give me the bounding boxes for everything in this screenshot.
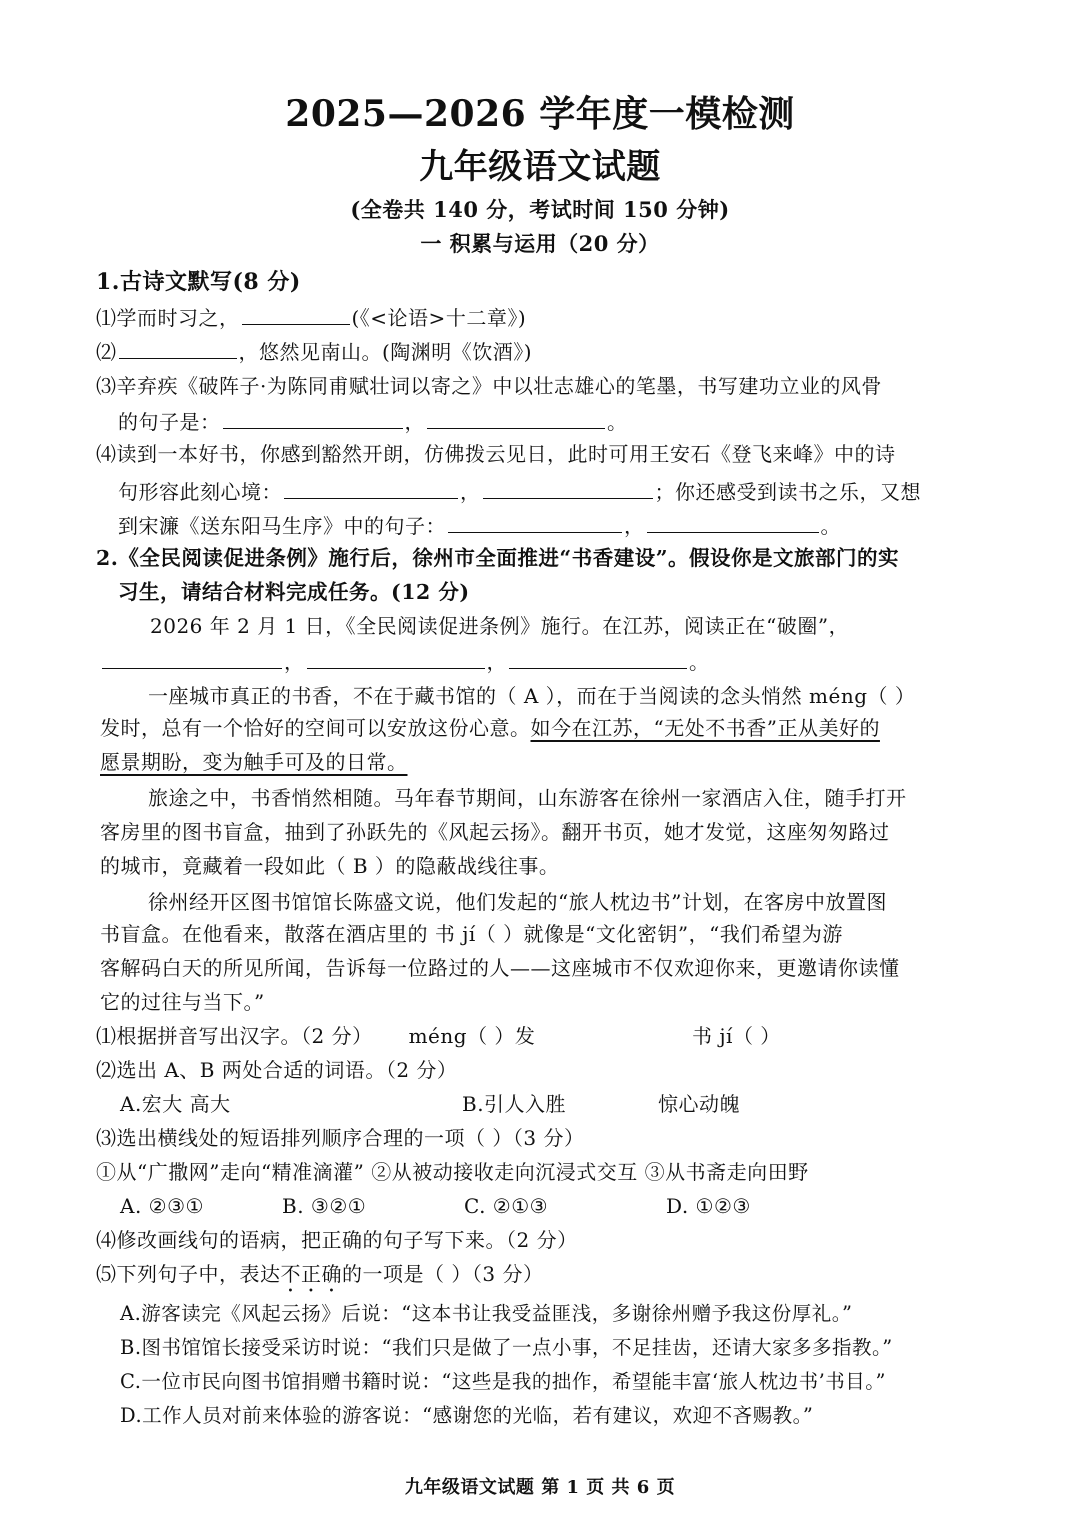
q2-sub2-option-b[interactable]: B.引人入胜 bbox=[462, 1092, 567, 1116]
answer-blank[interactable] bbox=[427, 404, 605, 429]
q1-item1-source: (《<论语>十二章》) bbox=[351, 306, 527, 330]
q1-item2 bbox=[96, 334, 532, 368]
answer-blank[interactable] bbox=[448, 508, 622, 533]
punct-comma: ， bbox=[624, 514, 645, 538]
q2-sub1-text: ⑴根据拼音写出汉字。（2 分） bbox=[96, 1024, 373, 1048]
q2-sub2-option-a[interactable]: A.宏大 高大 bbox=[120, 1092, 231, 1116]
q1-item4-lead2: 到宋濂《送东阳马生序》中的句子： bbox=[118, 514, 446, 538]
q2-sub3-option[interactable]: C. ②①③ bbox=[464, 1194, 549, 1218]
q2-sub5-option[interactable]: B.图书馆馆长接受采访时说：“我们只是做了一点小事，不足挂齿，还请大家多多指教。” bbox=[120, 1336, 893, 1359]
q2-sub3-option[interactable]: D. ①②③ bbox=[666, 1194, 751, 1218]
q2-p3-line2: 客房里的图书盲盒，抽到了孙跃先的《风起云扬》。翻开书页，她才发觉，这座匆匆路过 bbox=[100, 820, 890, 844]
q2-p2-line2 bbox=[100, 712, 880, 744]
q2-p3-line3: 的城市，竟藏着一段如此（ B ）的隐蔽战线往事。 bbox=[100, 854, 560, 878]
underlined-sentence: 如今在江苏，“无处不书香”正从美好的 bbox=[530, 716, 880, 740]
q1-item2-text: ，悠然见南山。(陶渊明《饮酒》) bbox=[238, 340, 533, 364]
answer-blank[interactable] bbox=[307, 644, 485, 669]
q1-item1-text: ⑴学而时习之， bbox=[96, 306, 240, 330]
q2-sub5 bbox=[96, 1258, 543, 1297]
q2-p1-line1: 2026 年 2 月 1 日，《全民阅读促进条例》施行。在江苏，阅读正在“破圈”， bbox=[150, 614, 850, 638]
punct-comma: ， bbox=[284, 650, 305, 674]
q1-item3-lead: 的句子是： bbox=[118, 410, 221, 434]
q2-sub5-tail: 的一项是（ ）（3 分） bbox=[342, 1262, 544, 1286]
answer-blank[interactable] bbox=[119, 334, 237, 359]
q2-sub2-option-b2: 惊心动魄 bbox=[658, 1092, 740, 1116]
q2-sub5-text: ⑸下列句子中，表达 bbox=[96, 1262, 281, 1286]
punct-period: 。 bbox=[689, 650, 710, 674]
punct-comma: ， bbox=[486, 650, 507, 674]
q1-item3-line1: ⑶辛弃疾《破阵子·为陈同甫赋壮词以寄之》中以壮志雄心的笔墨，书写建功立业的风骨 bbox=[96, 374, 882, 398]
q1-heading: 1.古诗文默写(8 分) bbox=[96, 269, 301, 295]
answer-blank[interactable] bbox=[102, 644, 282, 669]
q2-sub5-option[interactable]: C.一位市民向图书馆捐赠书籍时说：“这些是我的拙作，希望能丰富‘旅人枕边书’书目。” bbox=[120, 1370, 887, 1393]
underlined-sentence-end: 愿景期盼，变为触手可及的日常。 bbox=[100, 750, 408, 774]
q2-p4-line3: 客解码白天的所见所闻，告诉每一位路过的人——这座城市不仅欢迎你来，更邀请你读懂 bbox=[100, 956, 900, 980]
q1-item1 bbox=[96, 300, 526, 334]
q2-p4-line2: 书盲盒。在他看来，散落在酒店里的 书 jí（ ）就像是“文化密钥”，“我们希望为游 bbox=[100, 922, 843, 946]
q2-p2-line1: 一座城市真正的书香，不在于藏书馆的（ A ），而在于当阅读的念头悄然 méng（ ） bbox=[148, 684, 916, 708]
q2-p1-line2 bbox=[100, 644, 710, 678]
answer-blank[interactable] bbox=[483, 474, 653, 499]
q2-sub5-option[interactable]: A.游客读完《风起云扬》后说：“这本书让我受益匪浅，多谢徐州赠予我这份厚礼。” bbox=[120, 1302, 853, 1325]
q2-p4-line4: 它的过往与当下。” bbox=[100, 990, 265, 1014]
q1-item4-line2 bbox=[118, 474, 921, 508]
q2-sub1 bbox=[96, 1020, 535, 1052]
q2-sub1-blank-a[interactable]: méng（ ）发 bbox=[408, 1024, 536, 1048]
q2-sub3-option[interactable]: B. ③②① bbox=[282, 1194, 367, 1218]
q2-p3-line1: 旅途之中，书香悄然相随。马年春节期间，山东游客在徐州一家酒店入住，随手打开 bbox=[148, 786, 907, 810]
q2-p2-text: 发时，总有一个恰好的空间可以安放这份心意。 bbox=[100, 716, 531, 740]
answer-blank[interactable] bbox=[284, 474, 458, 499]
answer-blank[interactable] bbox=[647, 508, 819, 533]
q1-item2-num: ⑵ bbox=[96, 340, 117, 364]
q1-item3-line2 bbox=[118, 404, 628, 438]
q1-item4-line1: ⑷读到一本好书，你感到豁然开朗，仿佛拨云见日，此时可用王安石《登飞来峰》中的诗 bbox=[96, 442, 896, 466]
section-title: 一 积累与运用（20 分） bbox=[420, 231, 660, 256]
q1-item4-tail: ；你还感受到读书之乐，又想 bbox=[654, 480, 921, 504]
answer-blank[interactable] bbox=[223, 404, 403, 429]
answer-blank[interactable] bbox=[509, 644, 687, 669]
q1-item4-lead: 句形容此刻心境： bbox=[118, 480, 282, 504]
q2-heading-line2: 习生，请结合材料完成任务。(12 分) bbox=[118, 580, 470, 604]
q2-sub3-option[interactable]: A. ②③① bbox=[120, 1194, 204, 1218]
q2-sub2: ⑵选出 A、B 两处合适的词语。（2 分） bbox=[96, 1058, 458, 1082]
punct-comma: ， bbox=[404, 410, 425, 434]
q2-sub4: ⑷修改画线句的语病，把正确的句子写下来。（2 分） bbox=[96, 1228, 578, 1252]
q2-sub5-option[interactable]: D.工作人员对前来体验的游客说：“感谢您的光临，若有建议，欢迎不吝赐教。” bbox=[120, 1404, 814, 1427]
q2-sub3-phrases: ①从“广撒网”走向“精准滴灌” ②从被动接收走向沉浸式交互 ③从书斋走向田野 bbox=[96, 1160, 809, 1184]
q2-heading-line1: 2.《全民阅读促进条例》施行后，徐州市全面推进“书香建设”。假设你是文旅部门的实 bbox=[96, 546, 899, 570]
q1-item4-line3 bbox=[118, 508, 841, 542]
answer-blank[interactable] bbox=[242, 300, 350, 325]
exam-subtitle: 九年级语文试题 bbox=[419, 147, 661, 187]
punct-comma: ， bbox=[460, 480, 481, 504]
q2-sub3: ⑶选出横线处的短语排列顺序合理的一项（ ）（3 分） bbox=[96, 1126, 585, 1150]
q2-sub1-blank-b[interactable]: 书 jí（ ） bbox=[692, 1024, 781, 1048]
exam-title: 2025—2026 学年度一模检测 bbox=[285, 93, 795, 135]
q2-p4-line1: 徐州经开区图书馆馆长陈盛文说，他们发起的“旅人枕边书”计划，在客房中放置图 bbox=[148, 890, 887, 914]
punct-period: 。 bbox=[607, 410, 628, 434]
emphasis-dots: 不正确 bbox=[280, 1262, 342, 1286]
page-footer: 九年级语文试题 第 1 页 共 6 页 bbox=[404, 1477, 676, 1498]
exam-note: (全卷共 140 分，考试时间 150 分钟) bbox=[350, 197, 730, 222]
punct-period: 。 bbox=[820, 514, 841, 538]
